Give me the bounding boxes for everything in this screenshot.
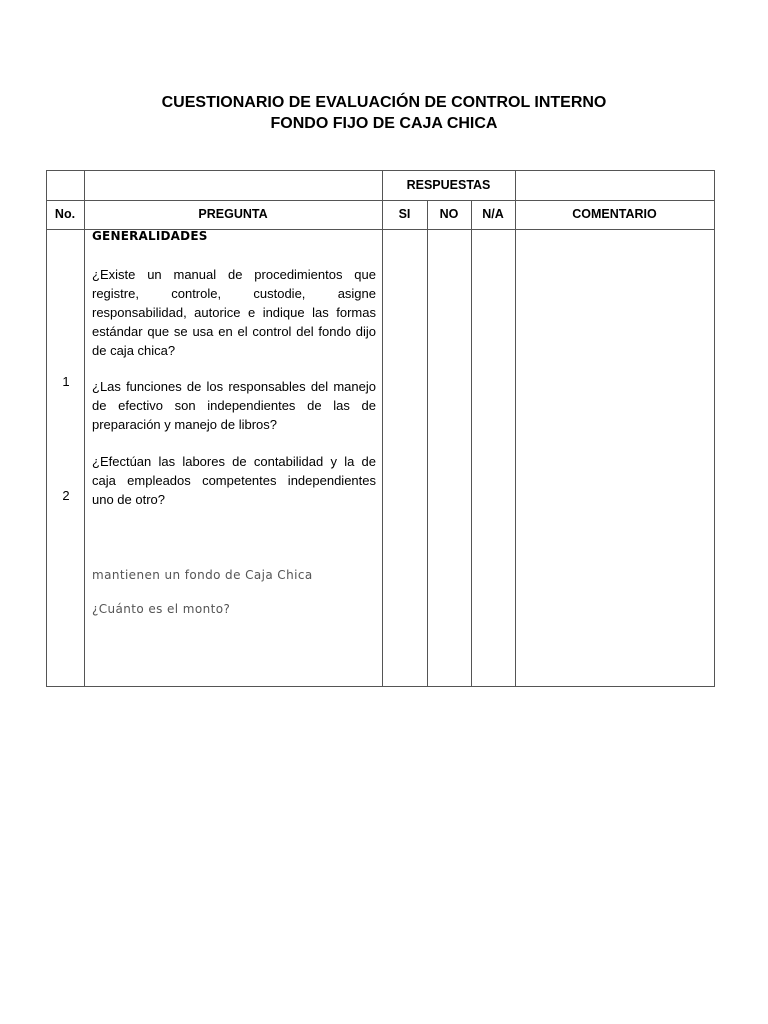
question-text: ¿Efectúan las labores de contabilidad y la de caja empleados competentes independientes uno de otro? xyxy=(92,454,376,507)
table-bottom-border xyxy=(46,686,715,687)
question-text: ¿Las funciones de los responsables del manejo de efectivo son independientes de las de preparación y manejo de libros? xyxy=(92,379,376,432)
col-divider-na xyxy=(515,170,516,686)
col-divider-si xyxy=(427,200,428,686)
header-comentario: COMENTARIO xyxy=(572,207,657,221)
header-no-answer: NO xyxy=(439,207,459,221)
col-divider-no-answer xyxy=(471,200,472,686)
note-text: ¿Cuánto es el monto? xyxy=(92,602,231,616)
title-line-1: CUESTIONARIO DE EVALUACIÓN DE CONTROL INTERNO xyxy=(161,94,607,111)
title-line-2: FONDO FIJO DE CAJA CHICA xyxy=(270,115,498,132)
table-right-border xyxy=(714,170,715,686)
question-text: ¿Existe un manual de procedimientos que registre, controle, custodie, asigne responsabilidad, autorice e indique las formas estándar que se usa en el control del fondo dijo de caja chica? xyxy=(92,267,376,358)
header-pregunta: PREGUNTA xyxy=(198,207,268,221)
table-top-border xyxy=(46,170,715,171)
header-respuestas: RESPUESTAS xyxy=(406,178,491,192)
note-text: mantienen un fondo de Caja Chica xyxy=(92,568,313,582)
row-number: 1 xyxy=(62,374,70,389)
header-no: No. xyxy=(54,207,76,221)
section-title: GENERALIDADES xyxy=(92,229,208,243)
table-left-border xyxy=(46,170,47,686)
col-divider-pregunta xyxy=(382,170,383,686)
header-na: N/A xyxy=(482,207,504,221)
row-number: 2 xyxy=(62,488,70,503)
col-divider-no xyxy=(84,170,85,686)
header-separator xyxy=(46,200,715,201)
header-si: SI xyxy=(398,207,411,221)
